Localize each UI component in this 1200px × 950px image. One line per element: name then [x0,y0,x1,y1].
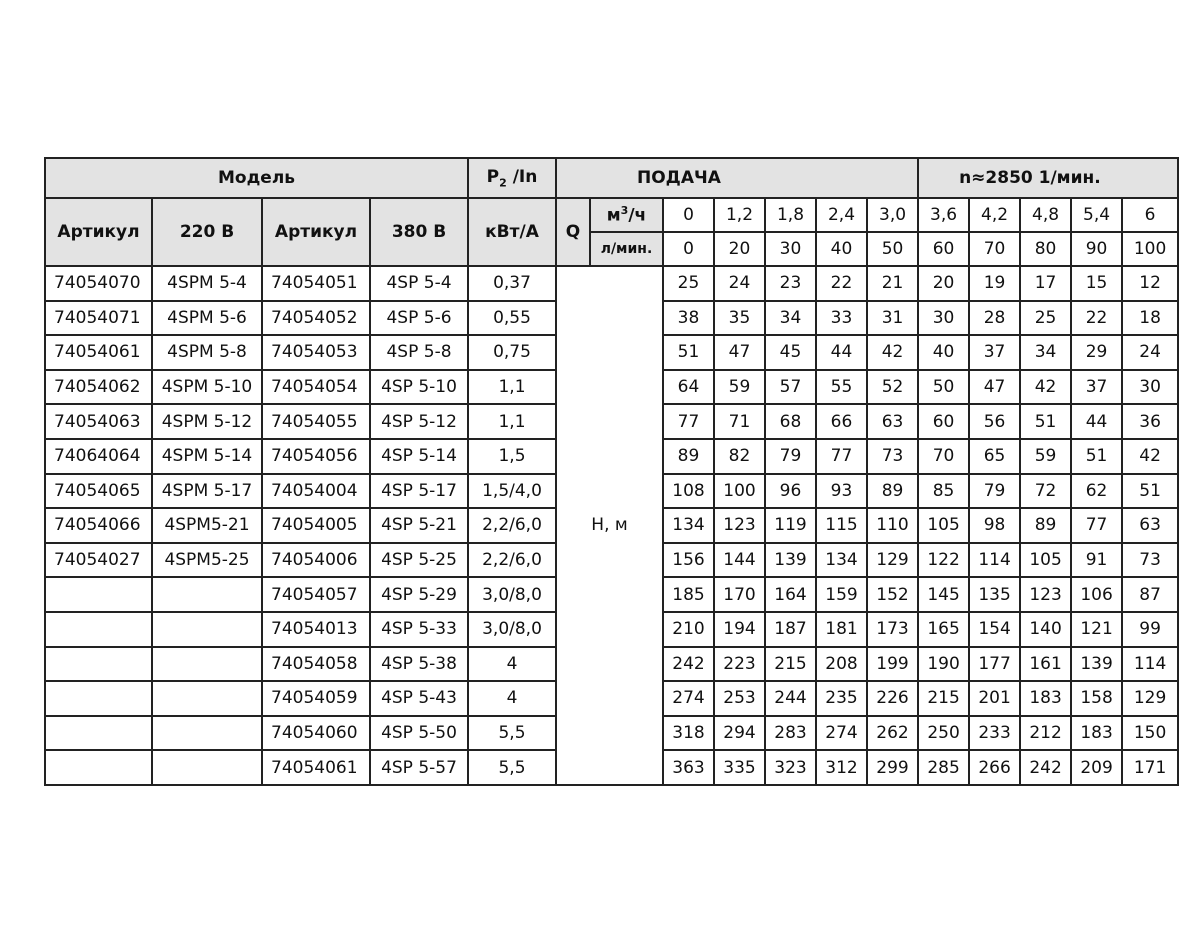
header-row-1 [45,158,1178,198]
head-value: 123 [714,508,765,543]
artikul-220-cell: 74054070 [45,266,152,301]
power-cell: 1,1 [468,404,556,439]
head-value: 24 [1122,335,1178,370]
head-value: 181 [816,612,867,647]
head-value: 262 [867,716,918,751]
head-value: 89 [663,439,714,474]
power-cell: 0,55 [468,301,556,336]
head-value: 114 [1122,647,1178,682]
artikul-220-cell: 74064064 [45,439,152,474]
model-380-cell: 4SP 5-17 [370,474,468,509]
head-value: 99 [1122,612,1178,647]
head-value: 21 [867,266,918,301]
flow-m3h-value: 6 [1122,198,1178,232]
power-cell: 2,2/6,0 [468,508,556,543]
head-value: 187 [765,612,816,647]
flow-lmin-unit: л/мин. [590,232,663,266]
head-value: 44 [816,335,867,370]
head-value: 22 [816,266,867,301]
head-value: 139 [1071,647,1122,682]
head-value: 28 [969,301,1020,336]
model-220-cell: 4SPM5-25 [152,543,262,578]
head-value: 42 [1020,370,1071,405]
head-value: 105 [1020,543,1071,578]
flow-m3h-value: 2,4 [816,198,867,232]
head-value: 64 [663,370,714,405]
flow-lmin-value: 80 [1020,232,1071,266]
head-value: 274 [816,716,867,751]
artikul-220-cell: 74054066 [45,508,152,543]
model-380-cell: 4SP 5-14 [370,439,468,474]
model-220-cell: 4SPM 5-6 [152,301,262,336]
model-220-cell: 4SPM 5-12 [152,404,262,439]
head-value: 44 [1071,404,1122,439]
head-value: 51 [1122,474,1178,509]
head-value: 150 [1122,716,1178,751]
artikul-380-cell: 74054051 [262,266,370,301]
model-380-cell: 4SP 5-21 [370,508,468,543]
pump-performance-table [44,157,1179,786]
head-value: 194 [714,612,765,647]
model-380-cell: 4SP 5-57 [370,750,468,785]
artikul-220-cell: 74054062 [45,370,152,405]
head-value: 285 [918,750,969,785]
model-header: Модель [45,158,468,198]
head-value: 156 [663,543,714,578]
flow-lmin-value: 50 [867,232,918,266]
head-value: 274 [663,681,714,716]
head-value: 35 [714,301,765,336]
power-cell: 1,1 [468,370,556,405]
head-value: 77 [816,439,867,474]
voltage-380-header: 380 В [370,198,468,266]
head-value: 23 [765,266,816,301]
head-value: 65 [969,439,1020,474]
head-value: 72 [1020,474,1071,509]
head-value: 105 [918,508,969,543]
head-value: 34 [765,301,816,336]
head-value: 73 [1122,543,1178,578]
head-value: 134 [816,543,867,578]
head-value: 33 [816,301,867,336]
head-value: 185 [663,577,714,612]
head-value: 63 [867,404,918,439]
power-cell: 3,0/8,0 [468,577,556,612]
flow-m3h-value: 0 [663,198,714,232]
flow-m3-base: м [606,205,621,226]
head-value: 154 [969,612,1020,647]
power-cell: 1,5 [468,439,556,474]
head-value: 140 [1020,612,1071,647]
head-value: 323 [765,750,816,785]
power-cell: 5,5 [468,750,556,785]
head-value: 38 [663,301,714,336]
artikul-380-cell: 74054006 [262,543,370,578]
head-value: 31 [867,301,918,336]
model-220-cell: 4SPM 5-4 [152,266,262,301]
head-value: 183 [1071,716,1122,751]
head-value: 47 [714,335,765,370]
head-value: 215 [918,681,969,716]
model-220-cell: 4SPM 5-8 [152,335,262,370]
head-value: 244 [765,681,816,716]
head-value: 59 [714,370,765,405]
model-380-cell: 4SP 5-43 [370,681,468,716]
model-220-cell [152,577,262,612]
head-value: 29 [1071,335,1122,370]
model-380-cell: 4SP 5-12 [370,404,468,439]
flow-lmin-value: 0 [663,232,714,266]
head-value: 173 [867,612,918,647]
head-value: 63 [1122,508,1178,543]
head-value: 60 [918,404,969,439]
power-header [468,158,556,198]
artikul-380-cell: 74054056 [262,439,370,474]
artikul-380-cell: 74054060 [262,716,370,751]
artikul-220-cell: 74054071 [45,301,152,336]
head-value: 190 [918,647,969,682]
power-units-header: кВт/А [468,198,556,266]
head-value: 85 [918,474,969,509]
model-380-cell: 4SP 5-10 [370,370,468,405]
head-value: 283 [765,716,816,751]
model-380-cell: 4SP 5-6 [370,301,468,336]
head-value: 253 [714,681,765,716]
head-value: 50 [918,370,969,405]
head-value: 15 [1071,266,1122,301]
flow-lmin-value: 90 [1071,232,1122,266]
head-value: 55 [816,370,867,405]
model-380-cell: 4SP 5-38 [370,647,468,682]
head-value: 158 [1071,681,1122,716]
head-value: 223 [714,647,765,682]
head-value: 235 [816,681,867,716]
head-value: 129 [1122,681,1178,716]
voltage-220-header: 220 В [152,198,262,266]
artikul-220-cell: 74054065 [45,474,152,509]
head-value: 25 [1020,301,1071,336]
artikul-380-cell: 74054052 [262,301,370,336]
head-value: 82 [714,439,765,474]
power-cell: 1,5/4,0 [468,474,556,509]
power-cell: 4 [468,681,556,716]
head-value: 106 [1071,577,1122,612]
head-value: 47 [969,370,1020,405]
head-value: 66 [816,404,867,439]
model-220-cell [152,612,262,647]
head-value: 318 [663,716,714,751]
power-cell: 0,75 [468,335,556,370]
model-220-cell: 4SPM 5-14 [152,439,262,474]
head-value: 42 [867,335,918,370]
head-value: 165 [918,612,969,647]
power-subscript: 2 [499,176,507,190]
head-value: 100 [714,474,765,509]
head-value: 25 [663,266,714,301]
flow-m3h-value: 5,4 [1071,198,1122,232]
flow-m3h-value: 1,2 [714,198,765,232]
head-value: 294 [714,716,765,751]
power-cell: 3,0/8,0 [468,612,556,647]
head-value: 129 [867,543,918,578]
head-value: 115 [816,508,867,543]
model-380-cell: 4SP 5-8 [370,335,468,370]
flow-lmin-value: 70 [969,232,1020,266]
flow-m3h-value: 4,8 [1020,198,1071,232]
speed-header: n≈2850 1/мин. [918,158,1178,198]
flow-m3-suffix: /ч [628,205,647,226]
model-220-cell [152,716,262,751]
head-value: 121 [1071,612,1122,647]
model-220-cell [152,647,262,682]
artikul-220-cell [45,681,152,716]
head-value: 51 [1020,404,1071,439]
head-value: 62 [1071,474,1122,509]
head-value: 87 [1122,577,1178,612]
head-value: 71 [714,404,765,439]
artikul-380-cell: 74054058 [262,647,370,682]
head-value: 212 [1020,716,1071,751]
head-value: 70 [918,439,969,474]
head-value: 164 [765,577,816,612]
artikul-380-header: Артикул [262,198,370,266]
flow-m3-sup: 3 [620,204,629,218]
head-value: 89 [1020,508,1071,543]
head-value: 134 [663,508,714,543]
flow-lmin-value: 100 [1122,232,1178,266]
artikul-380-cell: 74054057 [262,577,370,612]
head-value: 250 [918,716,969,751]
model-220-cell [152,681,262,716]
head-value: 93 [816,474,867,509]
head-value: 96 [765,474,816,509]
head-value: 51 [1071,439,1122,474]
head-value: 42 [1122,439,1178,474]
artikul-380-cell: 74054013 [262,612,370,647]
head-value: 73 [867,439,918,474]
head-value: 36 [1122,404,1178,439]
head-value: 24 [714,266,765,301]
flow-m3h-value: 1,8 [765,198,816,232]
artikul-380-cell: 74054004 [262,474,370,509]
model-220-cell: 4SPM 5-17 [152,474,262,509]
power-suffix: /In [506,166,538,187]
head-value: 226 [867,681,918,716]
head-value: 30 [918,301,969,336]
power-symbol: P [486,166,500,187]
artikul-220-cell: 74054027 [45,543,152,578]
head-value: 79 [765,439,816,474]
header-row-2 [45,198,1178,232]
artikul-380-cell: 74054055 [262,404,370,439]
power-cell: 2,2/6,0 [468,543,556,578]
head-value: 183 [1020,681,1071,716]
artikul-220-cell [45,750,152,785]
q-label: Q [556,198,590,266]
artikul-220-cell [45,612,152,647]
head-value: 77 [1071,508,1122,543]
head-value: 98 [969,508,1020,543]
head-value: 145 [918,577,969,612]
artikul-220-cell: 74054063 [45,404,152,439]
artikul-380-cell: 74054005 [262,508,370,543]
head-value: 201 [969,681,1020,716]
head-value: 91 [1071,543,1122,578]
power-cell: 4 [468,647,556,682]
head-value: 161 [1020,647,1071,682]
artikul-220-cell [45,577,152,612]
head-value: 110 [867,508,918,543]
flow-m3h-value: 4,2 [969,198,1020,232]
head-value: 18 [1122,301,1178,336]
flow-lmin-value: 30 [765,232,816,266]
head-value: 122 [918,543,969,578]
head-value: 119 [765,508,816,543]
head-value: 57 [765,370,816,405]
head-value: 17 [1020,266,1071,301]
head-value: 52 [867,370,918,405]
head-value: 79 [969,474,1020,509]
head-value: 45 [765,335,816,370]
head-value: 208 [816,647,867,682]
flow-lmin-value: 60 [918,232,969,266]
flow-lmin-value: 20 [714,232,765,266]
table-row [45,266,1178,301]
flow-lmin-value: 40 [816,232,867,266]
head-value: 335 [714,750,765,785]
model-380-cell: 4SP 5-50 [370,716,468,751]
head-value: 68 [765,404,816,439]
artikul-220-cell [45,716,152,751]
head-value: 299 [867,750,918,785]
head-value: 12 [1122,266,1178,301]
flow-m3h-value: 3,6 [918,198,969,232]
head-value: 266 [969,750,1020,785]
head-value: 210 [663,612,714,647]
artikul-380-cell: 74054053 [262,335,370,370]
artikul-380-cell: 74054054 [262,370,370,405]
model-380-cell: 4SP 5-4 [370,266,468,301]
head-value: 40 [918,335,969,370]
head-value: 233 [969,716,1020,751]
artikul-380-cell: 74054059 [262,681,370,716]
model-220-cell: 4SPM 5-10 [152,370,262,405]
model-380-cell: 4SP 5-29 [370,577,468,612]
head-value: 242 [1020,750,1071,785]
head-value: 209 [1071,750,1122,785]
model-380-cell: 4SP 5-25 [370,543,468,578]
head-value: 123 [1020,577,1071,612]
artikul-380-cell: 74054061 [262,750,370,785]
head-value: 30 [1122,370,1178,405]
head-value: 139 [765,543,816,578]
head-value: 59 [1020,439,1071,474]
head-value: 20 [918,266,969,301]
head-value: 108 [663,474,714,509]
head-value: 89 [867,474,918,509]
head-value: 22 [1071,301,1122,336]
head-value: 19 [969,266,1020,301]
head-value: 56 [969,404,1020,439]
head-value: 215 [765,647,816,682]
head-value: 171 [1122,750,1178,785]
head-value: 363 [663,750,714,785]
head-value: 114 [969,543,1020,578]
head-value: 152 [867,577,918,612]
head-value: 144 [714,543,765,578]
head-value: 159 [816,577,867,612]
artikul-220-cell: 74054061 [45,335,152,370]
flow-m3h-value: 3,0 [867,198,918,232]
head-value: 135 [969,577,1020,612]
flow-m3h-unit [590,198,663,232]
model-380-cell: 4SP 5-33 [370,612,468,647]
head-value: 242 [663,647,714,682]
head-value: 312 [816,750,867,785]
artikul-220-cell [45,647,152,682]
head-value: 77 [663,404,714,439]
head-value: 177 [969,647,1020,682]
head-value: 34 [1020,335,1071,370]
power-cell: 5,5 [468,716,556,751]
podacha-header: ПОДАЧА [556,158,918,198]
head-value: 199 [867,647,918,682]
model-220-cell [152,750,262,785]
artikul-220-header: Артикул [45,198,152,266]
head-value: 37 [1071,370,1122,405]
head-label: H, м [556,266,663,785]
power-cell: 0,37 [468,266,556,301]
head-value: 51 [663,335,714,370]
model-220-cell: 4SPM5-21 [152,508,262,543]
head-value: 170 [714,577,765,612]
head-value: 37 [969,335,1020,370]
